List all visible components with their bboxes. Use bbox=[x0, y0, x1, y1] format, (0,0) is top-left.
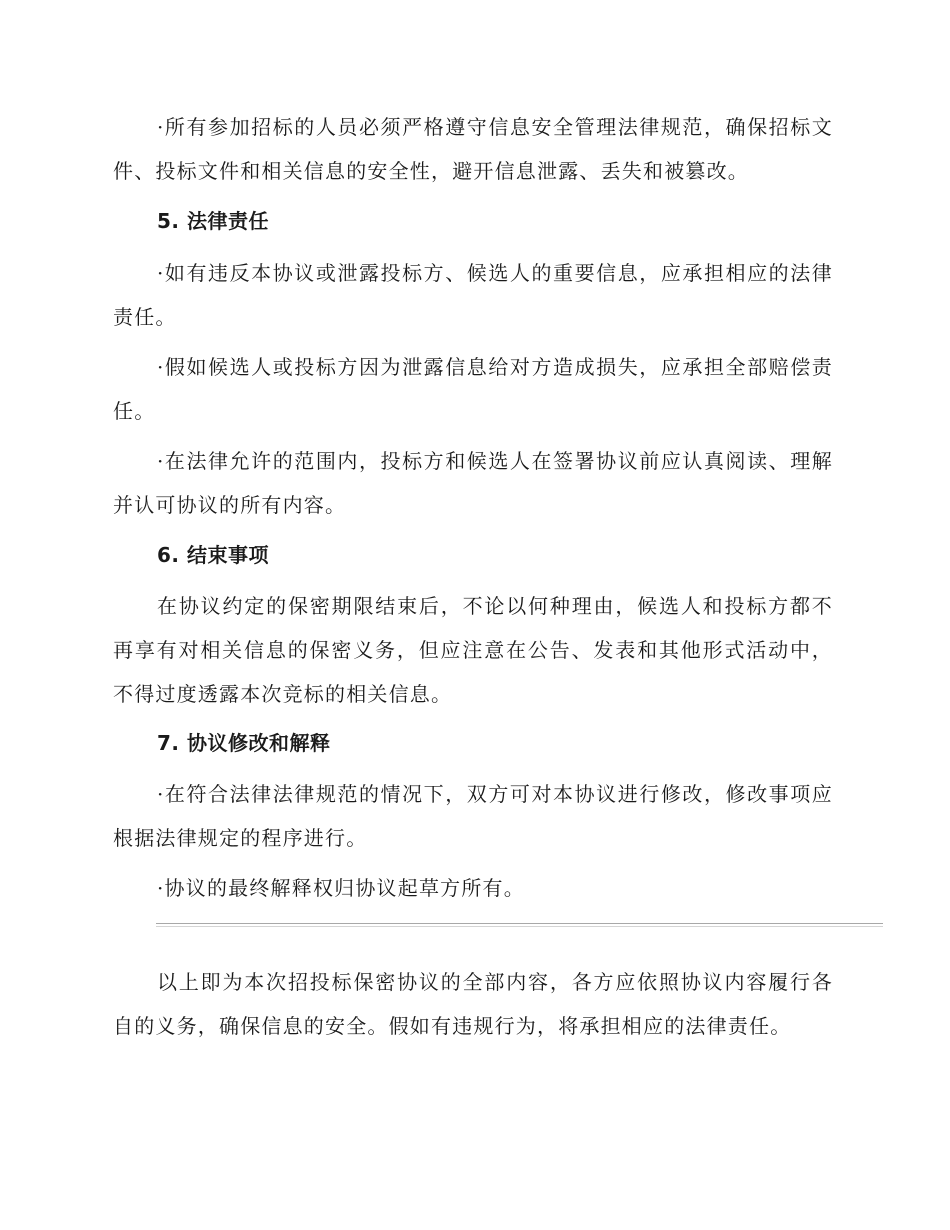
paragraph-amendment: ·在符合法律法律规范的情况下，双方可对本协议进行修改，修改事项应根据法律规定的程序进行。 bbox=[113, 782, 833, 850]
paragraph-interpretation: ·协议的最终解释权归协议起草方所有。 bbox=[157, 876, 525, 900]
section-heading-legal-liability: 5. 法律责任 bbox=[157, 209, 269, 233]
section-heading-amendment-interpretation: 7. 协议修改和解释 bbox=[157, 731, 331, 755]
paragraph-liability-breach: ·如有违反本协议或泄露投标方、候选人的重要信息，应承担相应的法律责任。 bbox=[113, 261, 833, 329]
paragraph-information-security: ·所有参加招标的人员必须严格遵守信息安全管理法律规范，确保招标文件、投标文件和相关信息的安全性，避开信息泄露、丢失和被篡改。 bbox=[113, 115, 833, 183]
paragraph-conclusion: 以上即为本次招投标保密协议的全部内容，各方应依照协议内容履行各自的义务，确保信息的安全。假如有违规行为，将承担相应的法律责任。 bbox=[113, 970, 833, 1038]
horizontal-divider bbox=[156, 923, 883, 927]
paragraph-closing-matters: 在协议约定的保密期限结束后，不论以何种理由，候选人和投标方都不再享有对相关信息的保密义务，但应注意在公告、发表和其他形式活动中，不得过度透露本次竞标的相关信息。 bbox=[113, 594, 833, 706]
paragraph-liability-read-agreement: ·在法律允许的范围内，投标方和候选人在签署协议前应认真阅读、理解并认可协议的所有内容。 bbox=[113, 449, 833, 517]
section-heading-closing-matters: 6. 结束事项 bbox=[157, 543, 269, 567]
paragraph-liability-compensation: ·假如候选人或投标方因为泄露信息给对方造成损失，应承担全部赔偿责任。 bbox=[113, 355, 833, 423]
